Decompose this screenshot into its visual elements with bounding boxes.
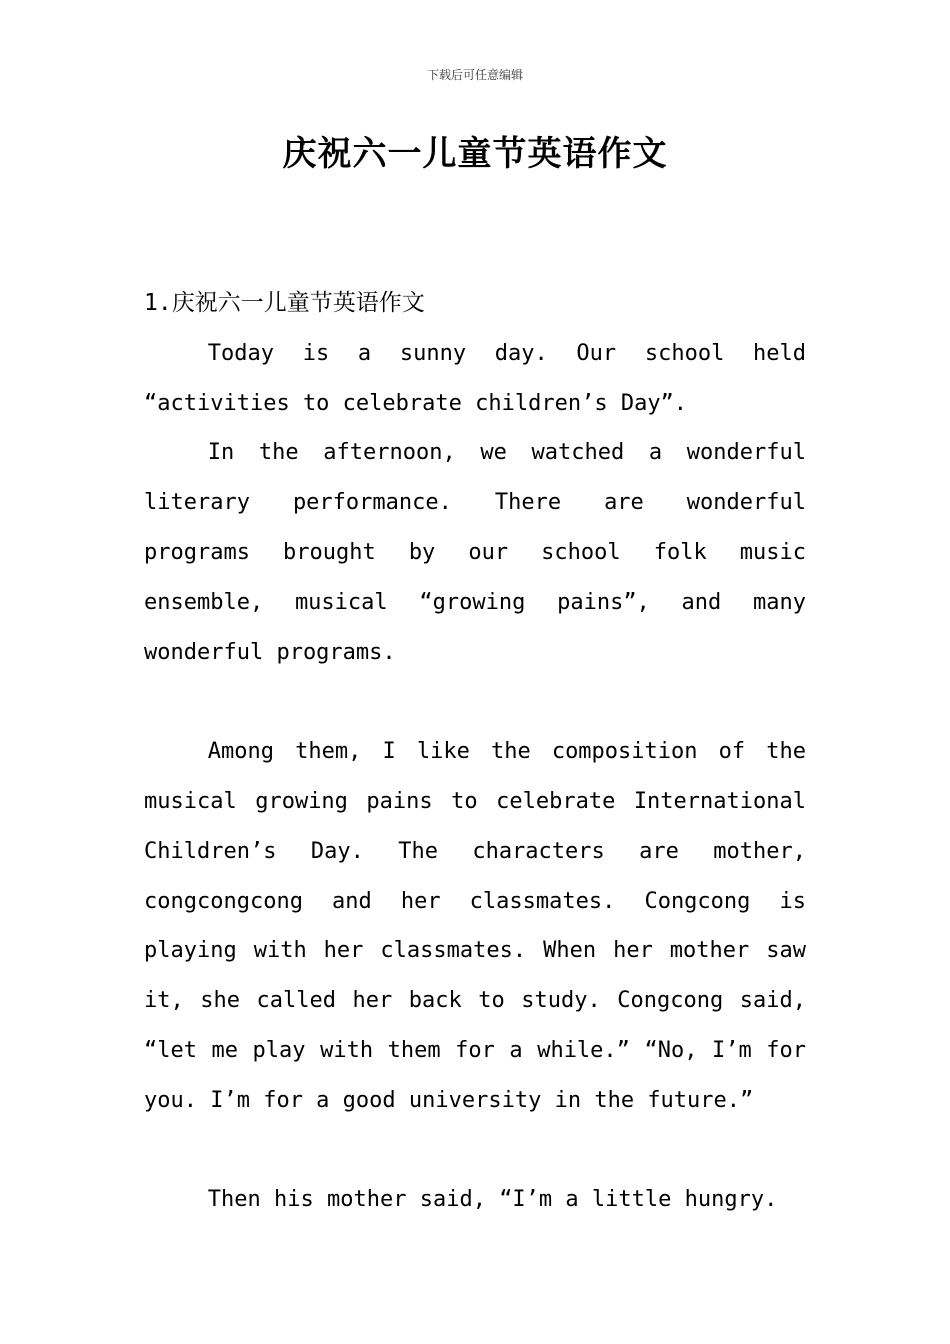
header-note: 下载后可任意编辑 [426, 68, 523, 82]
paragraph-3: Among them, I like the composition of the musical growing pains to celebrate International Children’s Day. The characters are mother, congcongcong and her classmates. Congcong is playing with her classmates. When her mother saw it, she called her back to study. Congcong said, “let me play with them for a while.” “No, I’m for you. I’m for a good university in the future.” [144, 739, 806, 1113]
paragraph-4: Then his mother said, “I’m a little hungry. [207, 1187, 778, 1213]
document-body [144, 279, 806, 1225]
paragraph-1: Today is a sunny day. Our school held “activities to celebrate children’s Day”. [144, 340, 806, 416]
document-title: 庆祝六一儿童节英语作文 [282, 134, 668, 174]
paragraph-2: In the afternoon, we watched a wonderful literary performance. There are wonderful programs brought by our school folk music ensemble, musical “growing pains”, and many wonderful programs. [144, 440, 806, 665]
section-heading: 1.庆祝六一儿童节英语作文 [144, 290, 425, 316]
